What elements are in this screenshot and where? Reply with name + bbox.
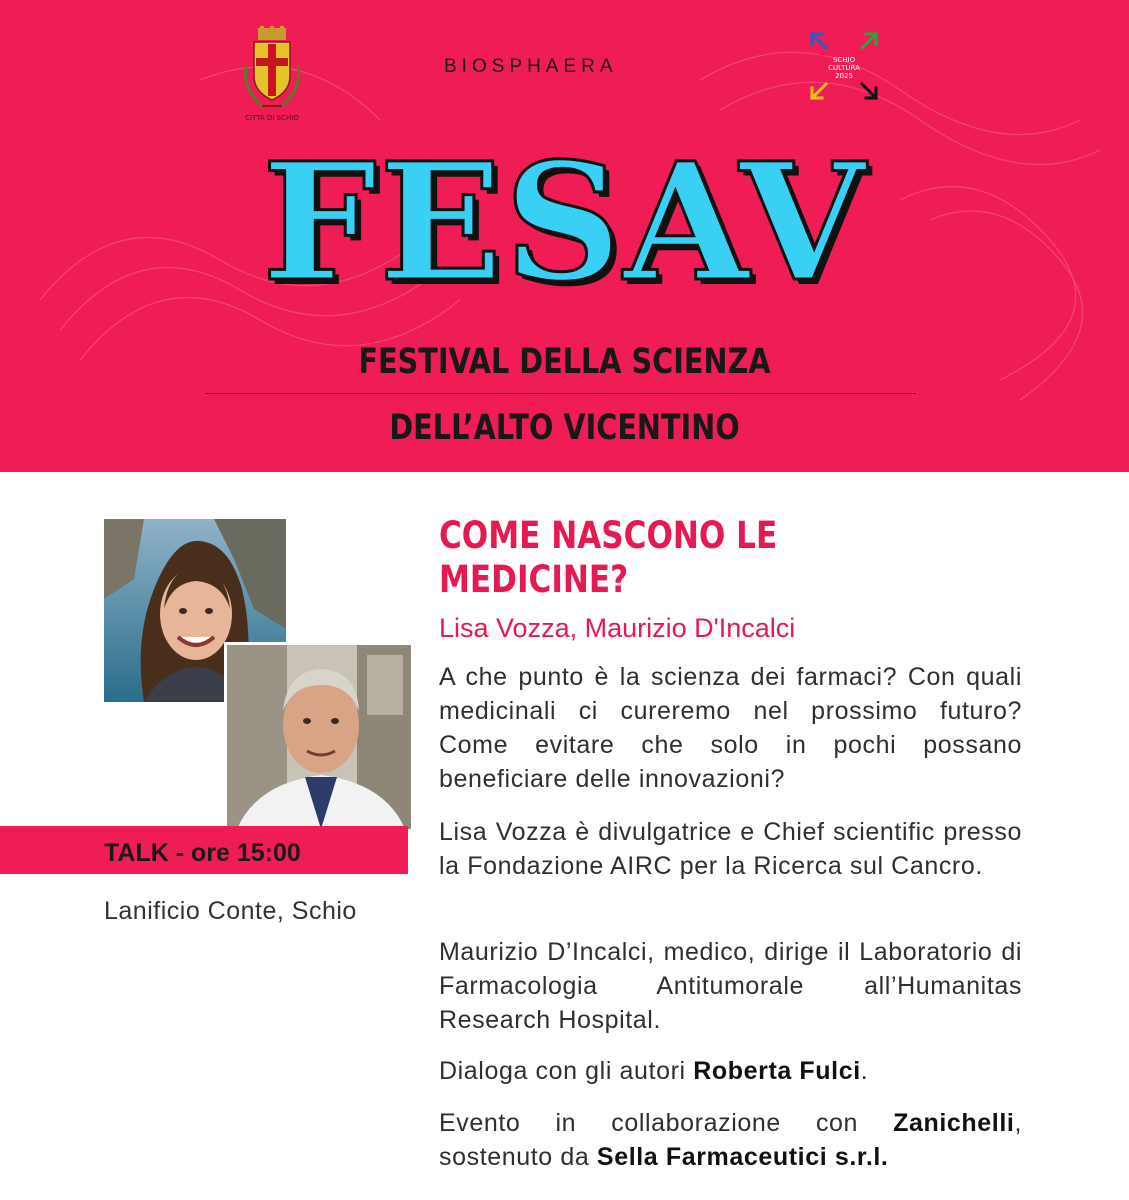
festival-name-line1: FESTIVAL DELLA SCIENZA (358, 342, 771, 382)
divider (206, 393, 916, 394)
sponsor-name: Sella Farmaceutici s.r.l. (596, 1143, 889, 1171)
event-location: Lanificio Conte, Schio (104, 897, 357, 925)
speaker-photo-maurizio-dincalci (224, 642, 411, 829)
cultura-line: CULTURA (828, 64, 860, 72)
year-line: 2025 (835, 72, 853, 80)
moderator-prefix: Dialoga con gli autori (439, 1057, 694, 1085)
festival-name-line2: DELL’ALTO VICENTINO (389, 408, 740, 448)
moderator-name: Roberta Fulci (693, 1057, 861, 1085)
logo-row (0, 20, 1129, 120)
bio-lisa-vozza: Lisa Vozza è divulgatrice e Chief scientific presso la Fondazione AIRC per la Ricerca sul Cancro. (439, 818, 1022, 880)
biosphaera-logo (444, 56, 618, 78)
bio-maurizio-dincalci: Maurizio D’Incalci, medico, dirige il Laboratorio di Farmacologia Antitumorale all’Humanitas Research Hospital. (439, 938, 1022, 1034)
crest-caption: CITTÀ DI SCHIO (245, 114, 299, 122)
biosphaera-logo-text: BIOSPHAERA (444, 56, 618, 77)
collab-prefix: Evento in collaborazione con (439, 1109, 894, 1137)
collab-mid: , sostenuto da (439, 1109, 1022, 1171)
moderator-paragraph (439, 1054, 1022, 1088)
city-crest-icon (240, 26, 304, 112)
schio-cultura-text (808, 56, 880, 80)
festival-acronym: FESAV (261, 128, 868, 318)
header-banner (0, 0, 1129, 472)
collab-partner: Zanichelli (893, 1109, 1015, 1137)
event-speakers: Lisa Vozza, Maurizio D'Incalci (439, 613, 796, 643)
collaboration-paragraph (439, 1106, 1022, 1174)
event-description: A che punto è la scienza dei farmaci? Con quali medicinali ci cureremo nel prossimo futuro? Come evitare che solo in pochi possano beneficiare delle innovazioni? (439, 663, 1022, 793)
schio-line: SCHIO (832, 56, 856, 64)
talk-time-label: TALK - ore 15:00 (104, 839, 301, 867)
moderator-suffix: . (860, 1057, 869, 1085)
event-title: COME NASCONO LE MEDICINE? (439, 514, 778, 601)
